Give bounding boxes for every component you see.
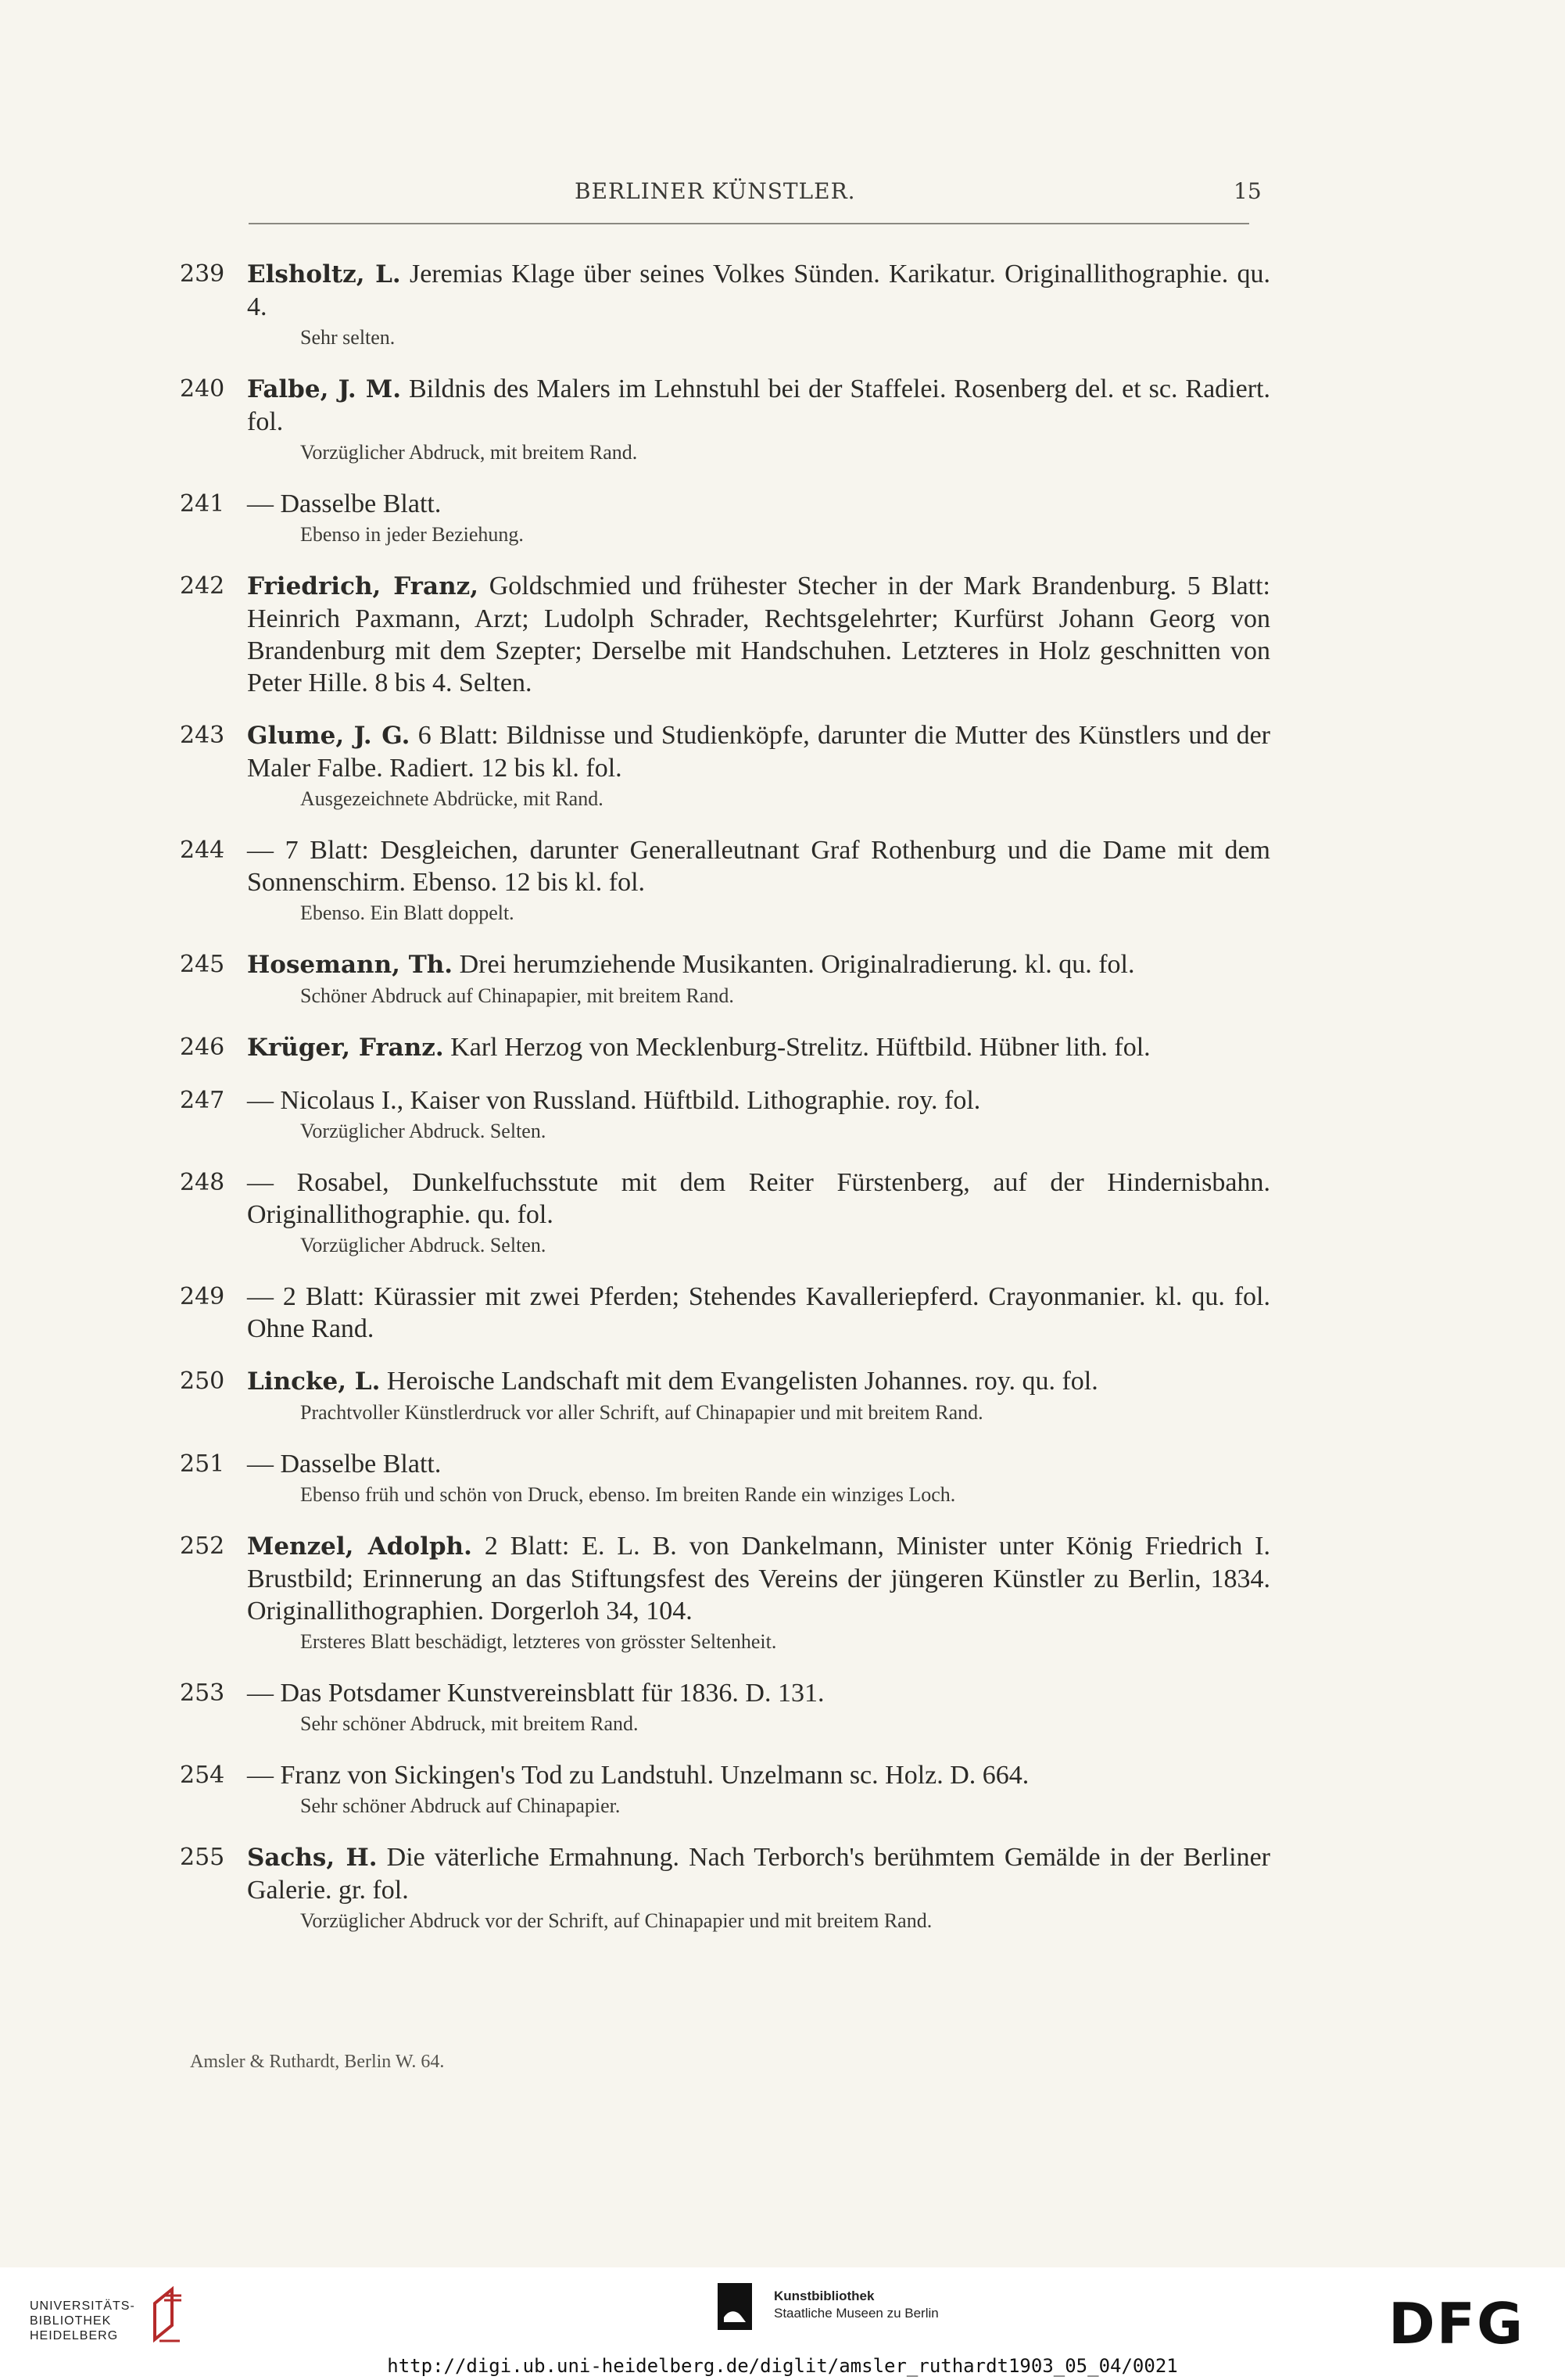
catalog-entry [180,1031,1270,1064]
artist-name: Falbe, J. M. [247,375,402,403]
catalog-entry [180,719,1270,814]
entry-condition-note: Vorzüglicher Abdruck, mit breitem Rand. [300,441,638,464]
catalog-entry [180,1281,1270,1345]
entry-body [247,1448,1270,1510]
running-header [0,178,1565,210]
catalog-entry [180,834,1270,928]
entry-text: Die väterliche Ermahnung. Nach Terborch's berühmtem Gemälde in der Berliner Galerie. gr. fol. [247,1843,1270,1905]
entry-body [247,1031,1270,1064]
catalog-entry [180,488,1270,550]
entry-text: — 7 Blatt: Desgleichen, darunter Generalleutnant Graf Rothenburg und die Dame mit dem Sonnenschirm. Ebenso. 12 bis kl. fol. [247,836,1270,897]
artist-name: Friedrich, Franz, [247,572,479,600]
entry-text: — Rosabel, Dunkelfuchsstute mit dem Reiter Fürstenberg, auf der Hindernisbahn. Originallithographie. qu. fol. [247,1168,1270,1229]
entry-number: 242 [180,572,225,600]
entry-condition-note: Sehr schöner Abdruck, mit breitem Rand. [300,1712,639,1735]
digitization-footer [0,2267,1565,2380]
entry-text: Drei herumziehende Musikanten. Originalradierung. kl. qu. fol. [453,950,1135,979]
entry-text: Karl Herzog von Mecklenburg-Strelitz. Hüftbild. Hübner lith. fol. [443,1033,1151,1062]
entry-condition-note: Ebenso früh und schön von Druck, ebenso. Im breiten Rande ein winziges Loch. [300,1483,956,1506]
entry-text: — 2 Blatt: Kürassier mit zwei Pferden; Stehendes Kavalleriepferd. Crayonmanier. kl. qu. fol. Ohne Rand. [247,1282,1270,1343]
header-rule [249,223,1249,224]
entry-number: 254 [180,1762,225,1789]
artist-name: Lincke, L. [247,1367,381,1396]
catalog-entry [180,1759,1270,1821]
entry-body [247,1084,1270,1146]
entry-body [247,1365,1270,1428]
entry-description [247,488,1270,520]
entry-condition-note: Vorzüglicher Abdruck. Selten. [300,1234,546,1256]
entry-condition-note: Prachtvoller Künstlerdruck vor aller Schrift, auf Chinapapier und mit breitem Rand. [300,1401,983,1424]
entry-text: 6 Blatt: Bildnisse und Studienköpfe, darunter die Mutter des Künstlers und der Maler Falbe. Radiert. 12 bis kl. fol. [247,721,1271,783]
entry-description [247,258,1270,323]
catalog-entry [180,1167,1270,1260]
entry-description [247,1677,1270,1709]
entry-text: 2 Blatt: E. L. B. von Dankelmann, Minister unter König Friedrich I. Brustbild; Erinnerung an das Stiftungsfest des Vereins der jüngeren Künstler zu Berlin, 1834. Originallithographien. Dorgerloh 34, 104. [247,1532,1271,1625]
catalog-entry [180,258,1270,353]
artist-name: Hosemann, Th. [247,951,453,979]
kunstbibliothek-subtitle: Staatliche Museen zu Berlin [774,2306,939,2321]
entry-number: 249 [180,1283,225,1310]
entry-description [247,1281,1270,1345]
artist-name: Elsholtz, L. [247,260,401,289]
catalog-entry [180,1448,1270,1510]
entry-text: Goldschmied und frühester Stecher in der Mark Brandenburg. 5 Blatt: Heinrich Paxmann, Arzt; Ludolph Schrader, Rechtsgelehrter; Kurfürst Johann Georg von Brandenburg mit dem Szepter; Derselbe mit Handschuhen. Letzteres in Holz geschnitten von Peter Hille. 8 bis 4. Selten. [247,572,1270,697]
catalog-entries [180,258,1270,1956]
entry-description [247,1448,1270,1480]
entry-body [247,373,1270,468]
entry-number: 252 [180,1532,225,1560]
entry-condition-note: Sehr selten. [300,326,396,349]
entry-body [247,488,1270,550]
artist-name: Menzel, Adolph. [247,1532,472,1561]
entry-body [247,258,1270,353]
entry-description [247,1031,1270,1064]
entry-body [247,1167,1270,1260]
entry-description [247,1365,1270,1398]
entry-text: — Dasselbe Blatt. [247,489,442,518]
entry-description [247,1530,1270,1627]
catalog-entry [180,948,1270,1011]
entry-condition-note: Vorzüglicher Abdruck. Selten. [300,1120,546,1142]
kunstbibliothek-text [774,2288,939,2322]
entry-number: 250 [180,1367,225,1395]
entry-text: Jeremias Klage über seines Volkes Sünden. Karikatur. Originallithographie. qu. 4. [247,260,1271,321]
entry-description [247,570,1270,699]
entry-description [247,1759,1270,1791]
catalog-entry [180,1677,1270,1739]
entry-body [247,948,1270,1011]
page-number: 15 [1234,178,1262,204]
entry-text: Heroische Landschaft mit dem Evangelisten Johannes. roy. qu. fol. [380,1367,1098,1396]
entry-description [247,834,1270,898]
entry-body [247,1281,1270,1345]
university-library-text[interactable] [30,2299,155,2343]
entry-number: 243 [180,722,225,749]
dfg-logo[interactable]: DFG [1388,2291,1525,2357]
entry-condition-note: Schöner Abdruck auf Chinapapier, mit breitem Rand. [300,984,734,1007]
running-title: BERLINER KÜNSTLER. [575,178,856,204]
entry-text: — Nicolaus I., Kaiser von Russland. Hüftbild. Lithographie. roy. fol. [247,1086,981,1115]
catalog-entry [180,1084,1270,1146]
entry-number: 253 [180,1679,225,1707]
entry-body [247,1759,1270,1821]
artist-name: Krüger, Franz. [247,1034,444,1062]
entry-condition-note: Vorzüglicher Abdruck vor der Schrift, auf Chinapapier und mit breitem Rand. [300,1909,933,1932]
entry-condition-note: Ebenso. Ein Blatt doppelt. [300,901,514,924]
entry-description [247,719,1270,784]
catalog-entry [180,373,1270,468]
entry-text: — Das Potsdamer Kunstvereinsblatt für 1836. D. 131. [247,1679,825,1708]
permalink-url[interactable]: http://digi.ub.uni-heidelberg.de/diglit/amsler_ruthardt1903_05_04/0021 [387,2355,1178,2377]
entry-number: 241 [180,490,225,518]
entry-body [247,1530,1270,1657]
entry-description [247,1084,1270,1117]
entry-number: 255 [180,1844,225,1871]
artist-name: Sachs, H. [247,1844,378,1872]
artist-name: Glume, J. G. [247,722,410,750]
entry-number: 247 [180,1087,225,1114]
entry-body [247,1677,1270,1739]
catalog-entry [180,1841,1270,1936]
entry-condition-note: Sehr schöner Abdruck auf Chinapapier. [300,1794,621,1817]
kunstbibliothek-logo-icon[interactable] [718,2283,752,2330]
entry-text: — Franz von Sickingen's Tod zu Landstuhl. Unzelmann sc. Holz. D. 664. [247,1761,1030,1790]
entry-description [247,948,1270,981]
entry-condition-note: Ersteres Blatt beschädigt, letzteres von grösster Seltenheit. [300,1630,777,1653]
catalog-entry [180,1365,1270,1428]
entry-condition-note: Ausgezeichnete Abdrücke, mit Rand. [300,787,603,810]
university-library-label: UNIVERSITÄTS- BIBLIOTHEK HEIDELBERG [30,2299,135,2342]
entry-text: Bildnis des Malers im Lehnstuhl bei der Staffelei. Rosenberg del. et sc. Radiert. fol. [247,375,1270,436]
entry-body [247,834,1270,928]
entry-number: 248 [180,1169,225,1196]
catalog-entry [180,1530,1270,1657]
entry-description [247,373,1270,438]
entry-description [247,1167,1270,1231]
kunstbibliothek-title: Kunstbibliothek [774,2289,875,2303]
entry-body [247,570,1270,699]
entry-body [247,1841,1270,1936]
entry-body [247,719,1270,814]
entry-description [247,1841,1270,1906]
entry-text: — Dasselbe Blatt. [247,1450,442,1479]
printer-imprint: Amsler & Ruthardt, Berlin W. 64. [190,2052,445,2072]
entry-number: 240 [180,375,225,403]
entry-number: 251 [180,1450,225,1478]
entry-number: 246 [180,1034,225,1061]
entry-number: 245 [180,951,225,978]
entry-number: 244 [180,837,225,864]
catalog-entry [180,570,1270,699]
entry-condition-note: Ebenso in jeder Beziehung. [300,523,524,546]
entry-number: 239 [180,260,225,288]
university-library-logo-icon[interactable] [141,2285,195,2347]
